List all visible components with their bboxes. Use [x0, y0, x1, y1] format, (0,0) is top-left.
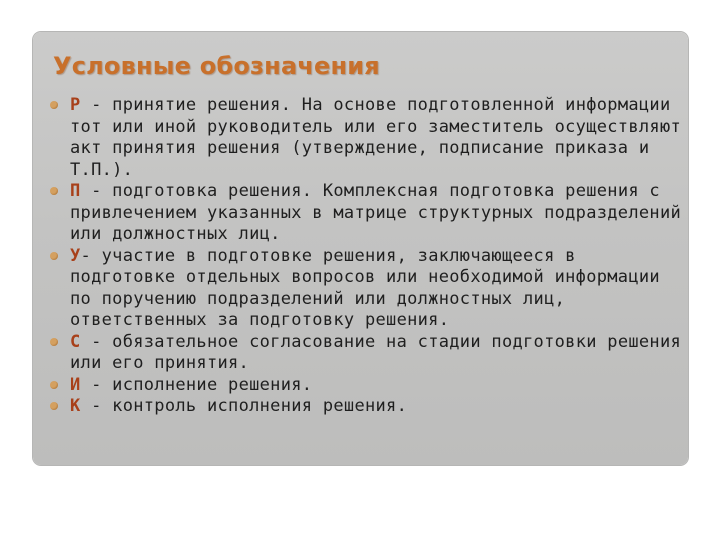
legend-letter: И: [70, 374, 81, 395]
bullet-icon: [50, 381, 58, 389]
legend-list: [70, 95, 685, 418]
legend-item-s: [70, 332, 685, 375]
legend-text: участие в подготовке решения, заключающееся в подготовке отдельных вопросов или необходимой информации по поручению подразделений или должностных лиц, ответственных за подготовку решения.: [70, 245, 660, 330]
legend-item-r: [70, 95, 685, 181]
legend-separator: -: [80, 181, 113, 201]
legend-text: контроль исполнения решения.: [112, 396, 408, 416]
legend-item-u: [70, 246, 685, 332]
bullet-icon: [50, 187, 58, 195]
legend-letter: П: [70, 181, 81, 201]
legend-separator: -: [80, 374, 113, 395]
legend-text: подготовка решения. Комплексная подготовка решения с привлечением указанных в матрице структурных подразделений или должностных лиц.: [70, 181, 682, 244]
legend-letter: С: [70, 331, 81, 352]
bullet-icon: [50, 402, 58, 410]
legend-separator: -: [80, 95, 113, 115]
legend-item-p: [70, 181, 685, 246]
legend-separator: -: [80, 396, 113, 416]
legend-text: принятие решения. На основе подготовленной информации тот или иной руководитель или его заместитель осуществляют акт принятия решения (утверждение, подписание приказа и Т.П.).: [70, 95, 682, 180]
bullet-icon: [50, 338, 58, 346]
legend-text: исполнение решения.: [112, 374, 313, 395]
legend-letter: Р: [70, 95, 81, 115]
legend-item-i: [70, 375, 685, 397]
bullet-icon: [50, 101, 58, 109]
legend-letter: К: [70, 396, 81, 416]
bullet-icon: [50, 252, 58, 260]
legend-separator: -: [80, 245, 102, 266]
legend-text: обязательное согласование на стадии подготовки решения или его принятия.: [70, 331, 682, 373]
slide-title: Условные обозначения: [53, 52, 380, 80]
legend-separator: -: [80, 331, 113, 352]
legend-item-k: [70, 396, 685, 418]
legend-letter: У: [70, 245, 81, 266]
